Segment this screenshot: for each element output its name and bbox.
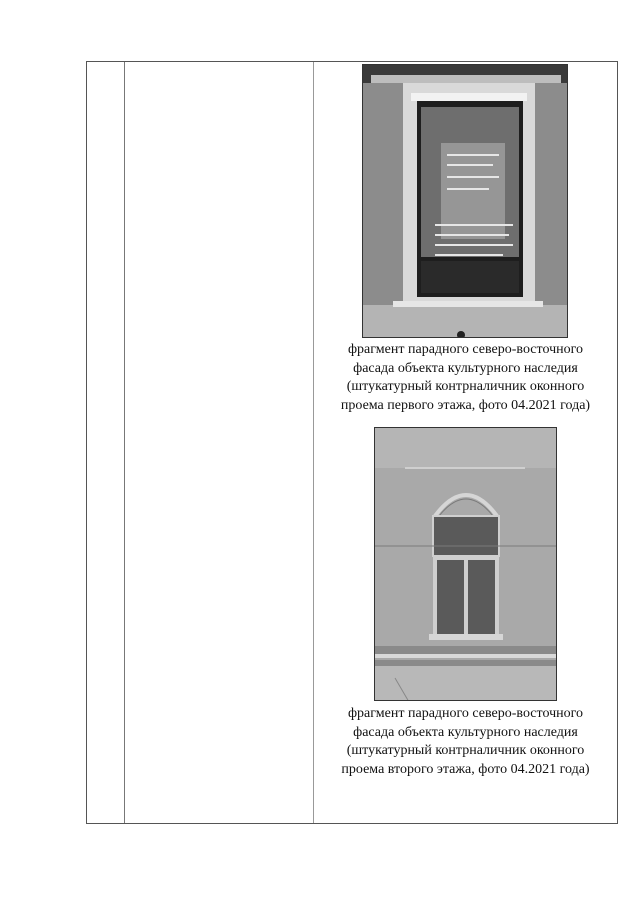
- window-photo-second-floor-image: [375, 428, 557, 701]
- window-photo-first-floor: [362, 64, 568, 338]
- caption-line: фрагмент парадного северо-восточного: [347, 342, 584, 357]
- caption-line: (штукатурный контрналичник оконного: [346, 743, 585, 758]
- document-table: [86, 61, 618, 824]
- column-divider: [124, 62, 125, 823]
- photo-caption: [314, 341, 617, 415]
- window-photo-second-floor: [374, 427, 557, 701]
- photo-cell: [314, 62, 617, 823]
- caption-line: фасада объекта культурного наследия: [353, 360, 578, 376]
- window-photo-first-floor-image: [363, 65, 568, 338]
- caption-line: (штукатурный контрналичник оконного: [346, 379, 585, 394]
- photo-caption: [314, 705, 617, 779]
- caption-line: фасада объекта культурного наследия: [353, 724, 578, 740]
- caption-line: проема второго этажа, фото 04.2021 года): [341, 761, 590, 777]
- caption-line: проема первого этажа, фото 04.2021 года): [340, 397, 591, 413]
- caption-line: фрагмент парадного северо-восточного: [347, 706, 584, 721]
